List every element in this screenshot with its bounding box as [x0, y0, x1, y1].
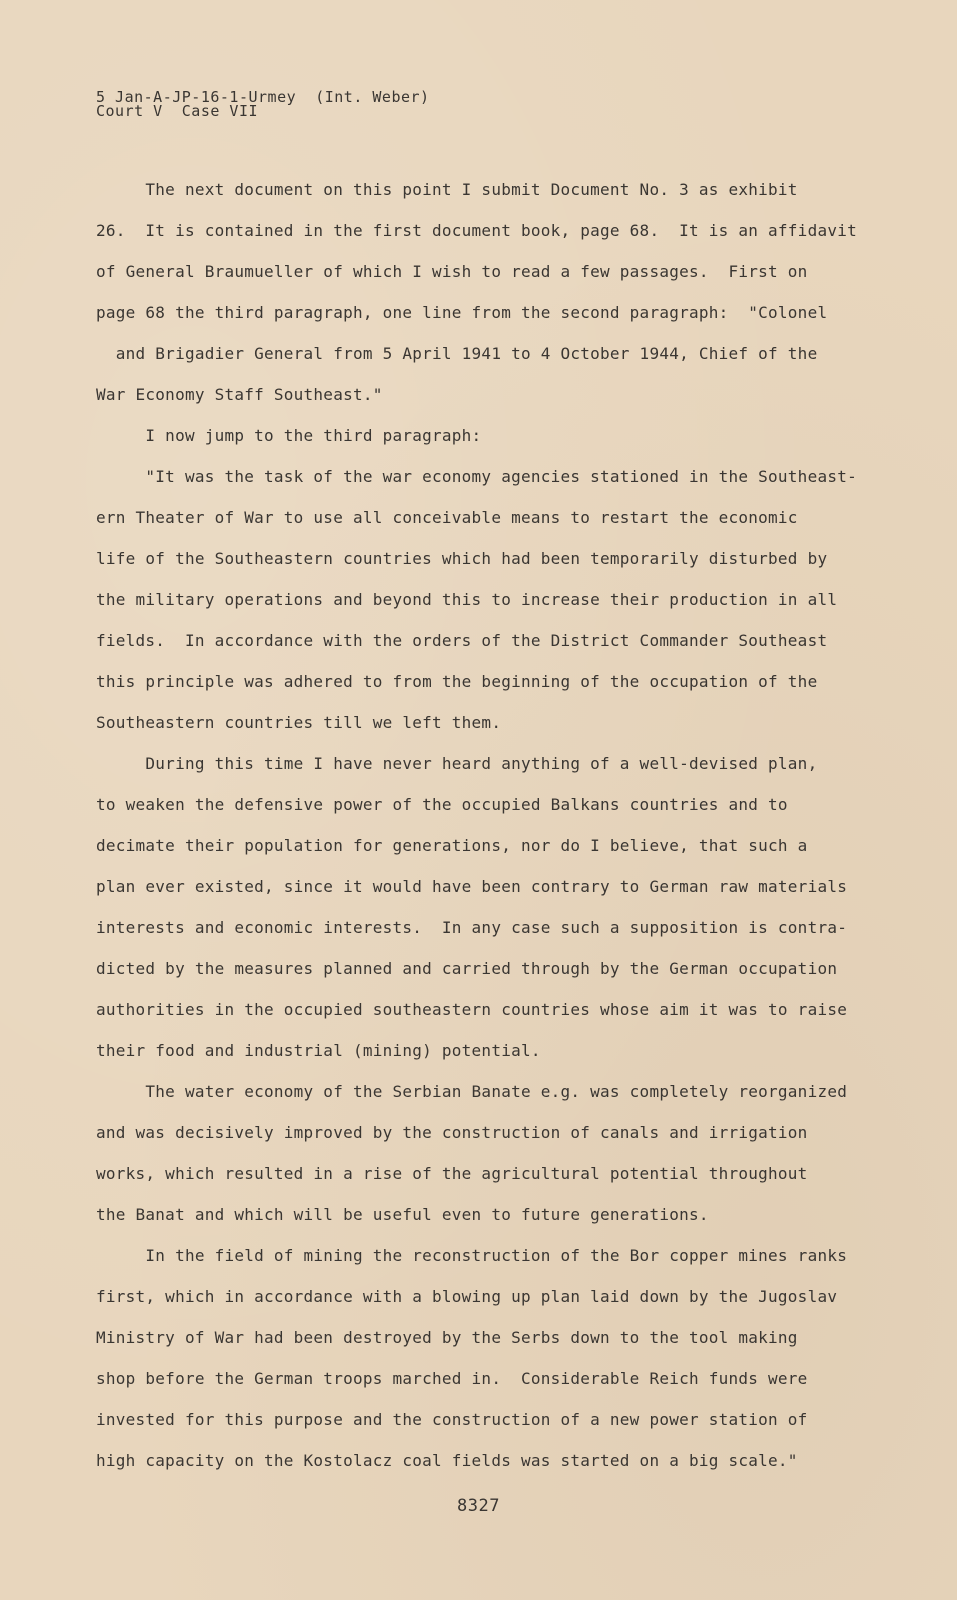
- body-line: ern Theater of War to use all conceivable means to restart the economic: [96, 508, 798, 527]
- body-line: of General Braumueller of which I wish to read a few passages. First on: [96, 262, 808, 281]
- body-line: authorities in the occupied southeastern countries whose aim it was to raise: [96, 1000, 848, 1019]
- body-line: first, which in accordance with a blowing up plan laid down by the Jugoslav: [96, 1287, 838, 1306]
- body-line: their food and industrial (mining) potential.: [96, 1041, 541, 1060]
- body-line: page 68 the third paragraph, one line from the second paragraph: "Colonel: [96, 303, 828, 322]
- body-line: shop before the German troops marched in. Considerable Reich funds were: [96, 1369, 808, 1388]
- body-line: interests and economic interests. In any case such a supposition is contra-: [96, 918, 848, 937]
- body-line: I now jump to the third paragraph:: [96, 426, 482, 445]
- body-line: to weaken the defensive power of the occupied Balkans countries and to: [96, 795, 788, 814]
- body-line: the Banat and which will be useful even to future generations.: [96, 1205, 709, 1224]
- body-line: invested for this purpose and the construction of a new power station of: [96, 1410, 808, 1429]
- body-line: fields. In accordance with the orders of the District Commander Southeast: [96, 631, 828, 650]
- body-line: The water economy of the Serbian Banate e.g. was completely reorganized: [96, 1082, 848, 1101]
- page-number: 8327: [457, 1496, 500, 1516]
- body-line: life of the Southeastern countries which had been temporarily disturbed by: [96, 549, 828, 568]
- body-line: works, which resulted in a rise of the agricultural potential throughout: [96, 1164, 808, 1183]
- body-line: the military operations and beyond this to increase their production in all: [96, 590, 838, 609]
- body-line: The next document on this point I submit Document No. 3 as exhibit: [96, 180, 798, 199]
- header-line-1: 5 Jan-A-JP-16-1-Urmey (Int. Weber): [96, 88, 430, 106]
- body-line: and was decisively improved by the construction of canals and irrigation: [96, 1123, 808, 1142]
- body-line: Southeastern countries till we left them.: [96, 713, 502, 732]
- body-line: During this time I have never heard anything of a well-devised plan,: [96, 754, 818, 773]
- body-line: Ministry of War had been destroyed by the Serbs down to the tool making: [96, 1328, 798, 1347]
- body-line: In the field of mining the reconstruction of the Bor copper mines ranks: [96, 1246, 848, 1265]
- header-line-2: Court V Case VII: [96, 102, 259, 120]
- body-line: decimate their population for generations, nor do I believe, that such a: [96, 836, 808, 855]
- body-line: "It was the task of the war economy agencies stationed in the Southeast-: [96, 467, 857, 486]
- body-line: 26. It is contained in the first document book, page 68. It is an affidavit: [96, 221, 857, 240]
- body-line: plan ever existed, since it would have been contrary to German raw materials: [96, 877, 848, 896]
- body-line: War Economy Staff Southeast.": [96, 385, 383, 404]
- body-line: dicted by the measures planned and carried through by the German occupation: [96, 959, 838, 978]
- body-line: high capacity on the Kostolacz coal fields was started on a big scale.": [96, 1451, 798, 1470]
- document-body: [96, 178, 886, 1490]
- document-header: [96, 90, 430, 118]
- body-line: this principle was adhered to from the beginning of the occupation of the: [96, 672, 818, 691]
- body-line: and Brigadier General from 5 April 1941 to 4 October 1944, Chief of the: [96, 344, 818, 363]
